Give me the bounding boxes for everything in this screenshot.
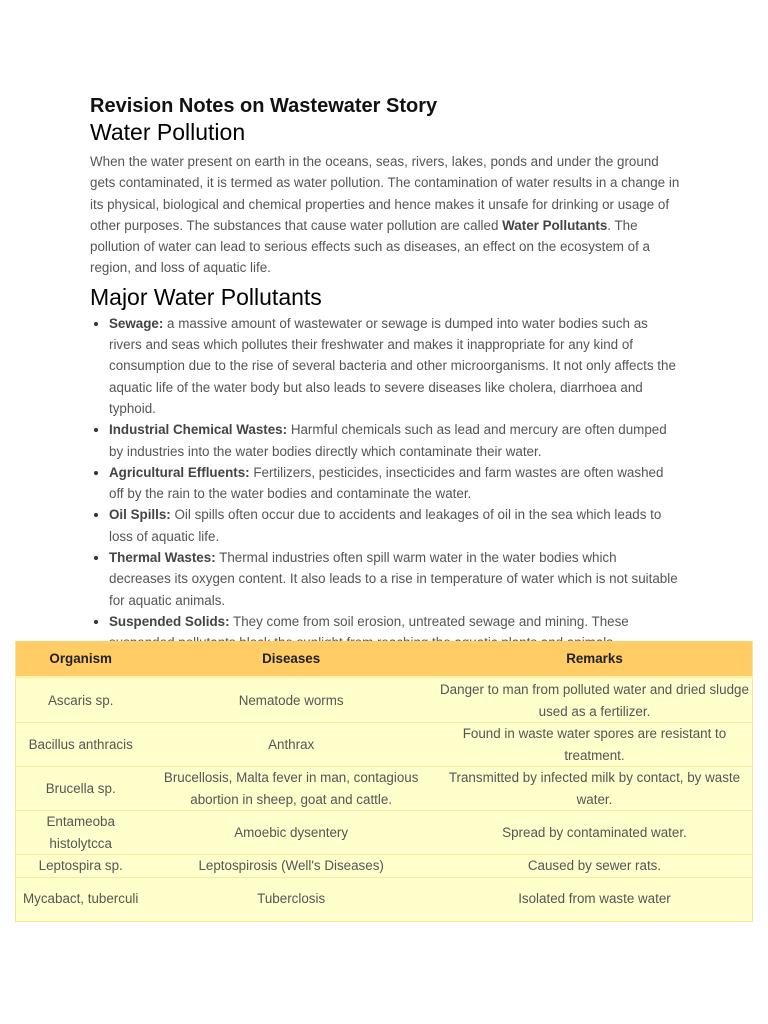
table-row: [16, 767, 753, 811]
cell-organism: Brucella sp.: [16, 767, 146, 811]
list-item-text: Fertilizers, pesticides, insecticides and farm wastes are often washed off by the rain to the water bodies and contaminate the water.: [109, 464, 664, 502]
cell-organism: Ascaris sp.: [16, 678, 146, 723]
section-heading-major-pollutants: Major Water Pollutants: [90, 283, 322, 310]
cell-diseases: Nematode worms: [145, 678, 437, 723]
list-item-text: Thermal industries often spill warm water in the water bodies which decreases its oxygen content. It also leads to a rise in temperature of water which is not suitable for aquatic animals.: [109, 550, 678, 608]
cell-remarks: Transmitted by infected milk by contact, by waste water.: [437, 767, 753, 811]
list-item-term: Industrial Chemical Wastes:: [109, 422, 288, 438]
diseases-table: [15, 641, 753, 922]
table-row: [16, 811, 753, 855]
cell-diseases: Leptospirosis (Well's Diseases): [145, 855, 437, 878]
section-heading-water-pollution: Water Pollution: [90, 119, 246, 145]
list-item-text: They come from soil erosion, untreated sewage and mining. These: [233, 613, 629, 629]
pollutants-list: [90, 313, 680, 654]
list-item-text: Harmful chemicals such as lead and mercury are often dumped by industries into the water bodies directly which contaminate their water.: [109, 422, 667, 459]
list-item: [109, 504, 680, 547]
cell-organism: Mycabact, tuberculi: [16, 877, 146, 921]
cell-organism: Leptospira sp.: [16, 855, 146, 878]
cell-remarks: Found in waste water spores are resistant to treatment.: [437, 723, 753, 767]
list-item: [109, 547, 680, 611]
table-row: [16, 678, 753, 723]
column-header-organism: Organism: [16, 641, 146, 678]
table-row: [16, 877, 753, 921]
list-item: [109, 419, 680, 462]
column-header-diseases: Diseases: [145, 641, 437, 678]
column-header-remarks: Remarks: [437, 641, 753, 678]
cell-organism: Entameoba histolytcca: [16, 811, 146, 855]
article: [90, 95, 680, 654]
intro-text-before: When the water present on earth in the oceans, seas, rivers, lakes, ponds and under the ground gets contaminated, it is termed as water pollution. The contamination of water results in a change in its physical, biological and chemical properties and hence makes it unsafe for drinking or usage of other purposes. The substances that cause water pollution are called: [90, 154, 680, 233]
intro-bold-term: Water Pollutants: [502, 217, 608, 233]
list-item-term: Agricultural Effluents:: [109, 464, 250, 480]
list-item-text: Oil spills often occur due to accidents and leakages of oil in the sea which leads to loss of aquatic life.: [109, 507, 662, 544]
intro-text-after: . The pollution of water can lead to serious effects such as diseases, an effect on the ecosystem of a region, and loss of aquatic life.: [90, 217, 651, 276]
list-item-text: a massive amount of wastewater or sewage is dumped into water bodies such as rivers and seas which pollutes their freshwater and makes it inappropriate for any kind of consumption due to the rise of several bacteria and other microorganisms. It not only affects the aquatic life of the water body but also leads to severe diseases like cholera, diarrhoea and typhoid.: [109, 315, 676, 416]
list-item-term: Sewage:: [109, 315, 164, 331]
list-item-term: Oil Spills:: [109, 507, 171, 523]
cell-diseases: Amoebic dysentery: [145, 811, 437, 855]
cell-remarks: Danger to man from polluted water and dried sludge used as a fertilizer.: [437, 678, 753, 723]
intro-paragraph: [90, 151, 680, 279]
cell-remarks: Caused by sewer rats.: [437, 855, 753, 878]
table-row: [16, 855, 753, 878]
list-item-term: Thermal Wastes:: [109, 550, 216, 566]
list-item: [109, 313, 680, 419]
cell-remarks: Isolated from waste water: [437, 877, 753, 921]
cell-organism: Bacillus anthracis: [16, 723, 146, 767]
page-title: Revision Notes on Wastewater Story: [90, 95, 438, 117]
list-item-term: Suspended Solids:: [109, 613, 230, 629]
table-row: [16, 723, 753, 767]
cell-diseases: Tuberclosis: [145, 877, 437, 921]
table-header-row: [16, 641, 753, 678]
list-item: [109, 462, 680, 505]
cell-diseases: Brucellosis, Malta fever in man, contagious abortion in sheep, goat and cattle.: [145, 767, 437, 811]
cell-remarks: Spread by contaminated water.: [437, 811, 753, 855]
cell-diseases: Anthrax: [145, 723, 437, 767]
